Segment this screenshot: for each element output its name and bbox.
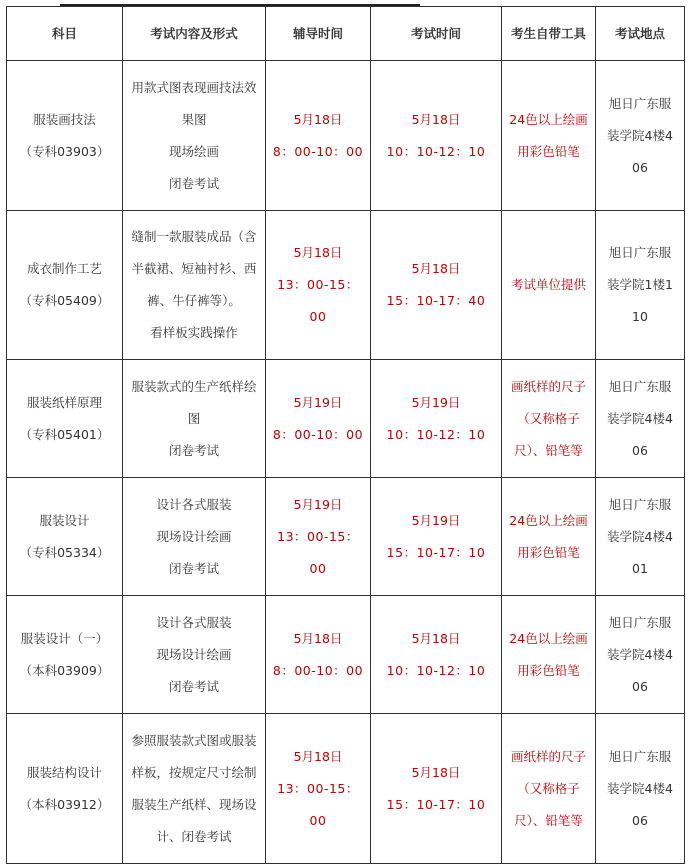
- exam-time-cell: [371, 596, 502, 714]
- location-line: 06: [632, 442, 648, 458]
- location-line: 装学院1楼1: [607, 277, 673, 292]
- tutor-time: 8：00-10：00: [272, 426, 364, 442]
- subject-name: 成衣制作工艺: [26, 261, 102, 276]
- exam-time: 10：10-12：10: [386, 143, 486, 159]
- subject-cell: [7, 596, 123, 714]
- exam-time: 10：10-12：10: [386, 426, 486, 442]
- exam-time: 10：10-12：10: [386, 662, 486, 678]
- content-cell: [123, 596, 266, 714]
- table-row: [7, 360, 685, 478]
- table-row: [7, 714, 685, 864]
- location-cell: [596, 61, 685, 211]
- tools-line: （又称格子: [517, 780, 580, 796]
- location-line: 装学院4楼4: [607, 528, 673, 544]
- location-cell: [596, 478, 685, 596]
- exam-date: 5月18日: [411, 764, 461, 780]
- tools-line: 用彩色铅笔: [517, 143, 580, 159]
- tutor-time-cell: [266, 478, 371, 596]
- location-line: 06: [632, 812, 648, 828]
- tools-cell: [502, 596, 596, 714]
- table-row: [7, 478, 685, 596]
- content-line: 闭卷考试: [168, 560, 219, 576]
- subject-code: （本科03909）: [19, 662, 110, 678]
- location-line: 装学院4楼4: [607, 127, 673, 143]
- content-line: 现场设计绘画: [156, 646, 232, 662]
- tools-line: （又称格子: [517, 410, 580, 426]
- subject-cell: [7, 478, 123, 596]
- content-line: 设计各式服装: [156, 614, 232, 630]
- exam-date: 5月18日: [411, 261, 461, 276]
- tutor-time: 13：00-15：00: [277, 528, 359, 576]
- tutor-time-cell: [266, 714, 371, 864]
- table-header-row: [7, 7, 685, 61]
- subject-code: （专科03903）: [19, 143, 110, 159]
- tutor-time: 13：00-15：00: [277, 780, 359, 828]
- location-cell: [596, 714, 685, 864]
- tools-line: 考试单位提供: [510, 277, 586, 292]
- tools-cell: [502, 714, 596, 864]
- exam-date: 5月18日: [411, 111, 461, 127]
- table-row: [7, 596, 685, 714]
- tools-line: 画纸样的尺子: [510, 378, 586, 394]
- content-cell: [123, 211, 266, 360]
- exam-schedule-table: [6, 6, 685, 864]
- tutor-date: 5月19日: [293, 496, 343, 512]
- exam-time-cell: [371, 360, 502, 478]
- content-line: 参照服装款式图或服装: [131, 732, 257, 748]
- exam-date: 5月19日: [411, 512, 461, 528]
- tools-line: 用彩色铅笔: [517, 544, 580, 560]
- header-tools: 考生自带工具: [502, 7, 596, 61]
- tools-cell: [502, 360, 596, 478]
- location-cell: [596, 596, 685, 714]
- location-line: 装学院4楼4: [607, 646, 673, 662]
- location-line: 旭日广东服: [608, 748, 672, 764]
- content-line: 果图: [181, 111, 207, 127]
- header-location: 考试地点: [596, 7, 685, 61]
- location-line: 旭日广东服: [608, 245, 672, 260]
- exam-time-cell: [371, 211, 502, 360]
- location-cell: [596, 211, 685, 360]
- tools-line: 用彩色铅笔: [517, 662, 580, 678]
- subject-cell: [7, 211, 123, 360]
- tutor-time-cell: [266, 61, 371, 211]
- tools-cell: [502, 61, 596, 211]
- tools-line: 尺）、铅笔等: [514, 812, 583, 828]
- location-line: 旭日广东服: [608, 614, 672, 630]
- content-line: 用款式图表现画技法效: [131, 79, 257, 95]
- subject-name: 服装结构设计: [26, 764, 102, 780]
- subject-code: （专科05401）: [19, 426, 110, 442]
- exam-time-cell: [371, 478, 502, 596]
- tutor-time: 8：00-10：00: [272, 662, 364, 678]
- content-cell: [123, 360, 266, 478]
- location-line: 装学院4楼4: [607, 780, 673, 796]
- content-line: 闭卷考试: [168, 678, 219, 694]
- content-line: 闭卷考试: [168, 442, 219, 458]
- content-cell: [123, 478, 266, 596]
- tutor-date: 5月18日: [293, 245, 343, 260]
- table-row: [7, 211, 685, 360]
- content-line: 闭卷考试: [168, 175, 219, 191]
- tutor-time: 13：00-15：00: [277, 277, 359, 324]
- exam-time-cell: [371, 61, 502, 211]
- tools-line: 24色以上绘画: [509, 512, 588, 528]
- exam-date: 5月19日: [411, 394, 461, 410]
- content-line: 样板，按规定尺寸绘制: [131, 764, 257, 780]
- subject-name: 服装设计: [39, 512, 90, 528]
- header-exam-time: 考试时间: [371, 7, 502, 61]
- subject-name: 服装设计（一）: [20, 630, 109, 646]
- exam-time: 15：10-17：10: [386, 796, 486, 812]
- subject-code: （本科03912）: [19, 796, 110, 812]
- content-line: 服装生产纸样、现场设: [131, 796, 257, 812]
- content-line: 裤、牛仔裤等）。: [147, 293, 241, 308]
- tutor-date: 5月19日: [293, 394, 343, 410]
- exam-time: 15：10-17：10: [386, 544, 486, 560]
- location-line: 10: [632, 309, 648, 324]
- tools-line: 尺）、铅笔等: [514, 442, 583, 458]
- content-line: 设计各式服装: [156, 496, 232, 512]
- tools-line: 画纸样的尺子: [510, 748, 586, 764]
- table-row: [7, 61, 685, 211]
- tutor-date: 5月18日: [293, 111, 343, 127]
- tools-cell: [502, 211, 596, 360]
- subject-code: （专科05334）: [19, 544, 110, 560]
- header-content: 考试内容及形式: [123, 7, 266, 61]
- tools-cell: [502, 478, 596, 596]
- tutor-time-cell: [266, 596, 371, 714]
- content-line: 服装款式的生产纸样绘: [131, 378, 257, 394]
- content-line: 缝制一款服装成品（含: [131, 229, 257, 244]
- location-line: 06: [632, 159, 648, 175]
- location-line: 旭日广东服: [608, 95, 672, 111]
- location-line: 06: [632, 678, 648, 694]
- subject-cell: [7, 360, 123, 478]
- exam-time-cell: [371, 714, 502, 864]
- content-cell: [123, 61, 266, 211]
- subject-name: 服装画技法: [33, 111, 96, 127]
- header-subject: 科目: [7, 7, 123, 61]
- content-line: 现场设计绘画: [156, 528, 232, 544]
- tutor-time-cell: [266, 211, 371, 360]
- tools-line: 24色以上绘画: [509, 111, 588, 127]
- tutor-date: 5月18日: [293, 630, 343, 646]
- content-line: 看样板实践操作: [150, 325, 238, 340]
- content-line: 图: [187, 410, 201, 426]
- content-cell: [123, 714, 266, 864]
- subject-cell: [7, 714, 123, 864]
- exam-date: 5月18日: [411, 630, 461, 646]
- location-line: 旭日广东服: [608, 378, 672, 394]
- exam-time: 15：10-17：40: [386, 293, 486, 308]
- tutor-time-cell: [266, 360, 371, 478]
- location-cell: [596, 360, 685, 478]
- subject-name: 服装纸样原理: [26, 394, 102, 410]
- header-tutor-time: 辅导时间: [266, 7, 371, 61]
- subject-code: （专科05409）: [19, 293, 110, 308]
- content-line: 计、闭卷考试: [156, 828, 232, 844]
- location-line: 旭日广东服: [608, 496, 672, 512]
- tutor-date: 5月18日: [293, 748, 343, 764]
- content-line: 现场绘画: [168, 143, 219, 159]
- location-line: 01: [632, 560, 648, 576]
- location-line: 装学院4楼4: [607, 410, 673, 426]
- content-line: 半截裙、短袖衬衫、西: [131, 261, 257, 276]
- tools-line: 24色以上绘画: [509, 630, 588, 646]
- tutor-time: 8：00-10：00: [272, 143, 364, 159]
- subject-cell: [7, 61, 123, 211]
